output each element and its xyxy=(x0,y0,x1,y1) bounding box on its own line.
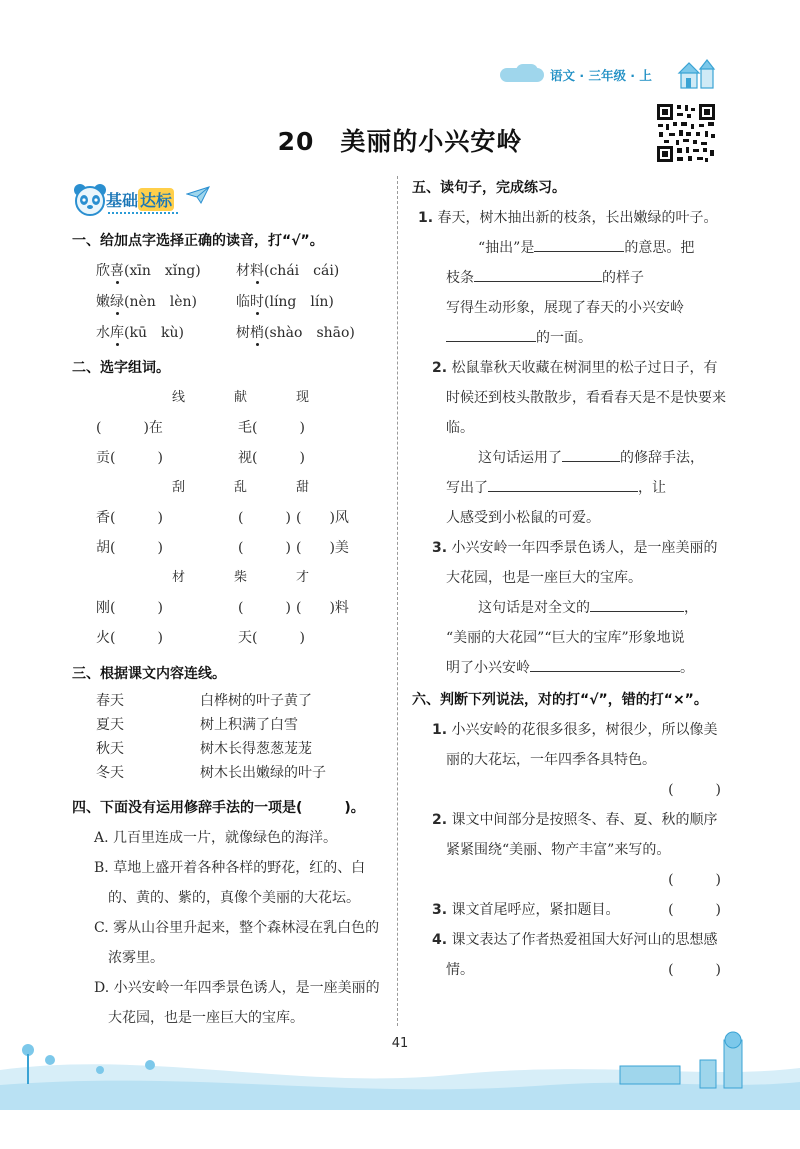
q6-item-1: 1. 小兴安岭的花很多很多，树很少，所以像美丽的大花坛，一年四季各具特色。 xyxy=(432,722,718,768)
left-column xyxy=(72,226,390,1033)
word-blank[interactable]: 视( ) xyxy=(238,450,305,466)
q6-item-2: 2. 课文中间部分是按照冬、春、夏、秋的顺序紧紧围绕“美丽、物产丰富”来写的。 xyxy=(432,812,718,858)
pinyin-row xyxy=(72,256,390,287)
question-1 xyxy=(72,226,390,349)
option-c[interactable]: C. 雾从山谷里升起来，整个森林浸在乳白色的浓雾里。 xyxy=(94,920,380,966)
word-blank[interactable]: 天( ) xyxy=(238,630,305,646)
badge-underline xyxy=(108,212,178,214)
word-blanks xyxy=(72,623,390,653)
match-row xyxy=(72,689,390,713)
match-row xyxy=(72,737,390,761)
answer-blank[interactable] xyxy=(534,234,624,252)
question-3 xyxy=(72,659,390,785)
char-choices: 刮 乱 甜 xyxy=(172,480,310,495)
question-2 xyxy=(72,353,390,653)
pinyin-row xyxy=(72,287,390,318)
word-blank[interactable]: 毛( ) xyxy=(238,420,305,436)
pinyin-item[interactable]: 树梢(shào shāo) xyxy=(236,318,355,349)
section-badge xyxy=(72,180,212,224)
pinyin-row xyxy=(72,318,390,349)
cloud-icon xyxy=(516,64,538,78)
match-season[interactable]: 春天 xyxy=(96,693,124,709)
pinyin-item[interactable]: 材料(chái cái) xyxy=(236,256,339,287)
answer-blank[interactable] xyxy=(488,474,638,492)
word-blank[interactable]: 火( ) xyxy=(96,630,163,646)
q5-item-3-answer: 明了小兴安岭 。 xyxy=(412,653,727,683)
q5-item-2-answer: 这句话运用了 的修辞手法， xyxy=(412,443,727,473)
lesson-number: 20 xyxy=(277,127,315,156)
match-season[interactable]: 夏天 xyxy=(96,717,124,733)
subject-label: 语文 · 三年级 · 上 xyxy=(550,68,652,83)
word-blank[interactable]: ( )在 xyxy=(96,420,163,436)
answer-paren[interactable]: ( ) xyxy=(668,902,721,918)
q5-item-2-answer: 人感受到小松鼠的可爱。 xyxy=(446,510,600,526)
word-blank[interactable]: ( )风 xyxy=(296,510,349,526)
badge-part1: 基础 xyxy=(106,191,139,210)
word-blanks xyxy=(72,443,390,473)
word-blank[interactable]: ( )美 xyxy=(296,540,349,556)
right-column xyxy=(412,173,727,985)
question-4-heading: 四、下面没有运用修辞手法的一项是( )。 xyxy=(72,800,365,816)
q5-item-1-answer: 写得生动形象，展现了春天的小兴安岭 xyxy=(446,300,684,316)
q5-item-1: 1. 春天，树木抽出新的枝条，长出嫩绿的叶子。 xyxy=(418,210,718,226)
q5-item-2: 2. 松鼠靠秋天收藏在树洞里的松子过日子，有时候还到枝头散散步，看看春天是不是快要来临。 xyxy=(432,360,726,436)
match-description[interactable]: 树木长得葱葱茏茏 xyxy=(200,741,312,757)
word-blank[interactable]: 贡( ) xyxy=(96,450,163,466)
question-1-heading: 一、给加点字选择正确的读音，打“√”。 xyxy=(72,233,324,249)
page-number: 41 xyxy=(391,1036,409,1051)
question-5-heading: 五、读句子，完成练习。 xyxy=(412,180,566,196)
option-a[interactable]: A. 几百里连成一片，就像绿色的海洋。 xyxy=(94,830,338,846)
match-season[interactable]: 冬天 xyxy=(96,765,124,781)
word-blanks xyxy=(72,593,390,623)
q5-item-1-answer: 枝条 的样子 xyxy=(412,263,727,293)
pinyin-item[interactable]: 水库(kū kù) xyxy=(96,318,236,349)
pinyin-item[interactable]: 欣喜(xīn xǐng) xyxy=(96,256,236,287)
match-description[interactable]: 树木长出嫩绿的叶子 xyxy=(200,765,326,781)
answer-blank[interactable] xyxy=(530,654,680,672)
lesson-name: 美丽的小兴安岭 xyxy=(340,127,523,156)
house-icon xyxy=(675,58,719,90)
word-blanks xyxy=(72,413,390,443)
answer-blank[interactable] xyxy=(562,444,620,462)
q5-item-1-answer: “抽出”是 的意思。把 xyxy=(412,233,727,263)
option-d[interactable]: D. 小兴安岭一年四季景色诱人，是一座美丽的大花园，也是一座巨大的宝库。 xyxy=(94,980,380,1026)
match-row xyxy=(72,713,390,737)
badge-part2: 达标 xyxy=(138,188,174,211)
answer-paren[interactable]: ( ) xyxy=(668,962,721,978)
q5-item-3: 3. 小兴安岭一年四季景色诱人，是一座美丽的大花园，也是一座巨大的宝库。 xyxy=(432,540,718,586)
option-b[interactable]: B. 草地上盛开着各种各样的野花，红的、白的、黄的、紫的，真像个美丽的大花坛。 xyxy=(94,860,366,906)
paper-plane-icon xyxy=(186,186,210,204)
word-blank[interactable]: 胡( ) xyxy=(96,540,163,556)
match-description[interactable]: 白桦树的叶子黄了 xyxy=(200,693,312,709)
pinyin-item[interactable]: 临时(líng lín) xyxy=(236,287,334,318)
pinyin-item[interactable]: 嫩绿(nèn lèn) xyxy=(96,287,236,318)
panda-icon xyxy=(72,182,108,218)
answer-blank[interactable] xyxy=(446,324,536,342)
match-season[interactable]: 秋天 xyxy=(96,741,124,757)
word-blank[interactable]: ( ) xyxy=(238,510,291,526)
word-blank[interactable]: 刚( ) xyxy=(96,600,163,616)
q6-item-4: 4. 课文表达了作者热爱祖国大好河山的思想感情。 xyxy=(432,932,718,978)
word-blanks xyxy=(72,533,390,563)
word-blank[interactable]: ( )料 xyxy=(296,600,349,616)
q5-item-3-answer: “美丽的大花园”“巨大的宝库”形象地说 xyxy=(446,630,685,646)
q5-item-2-answer: 写出了 ，让 xyxy=(412,473,727,503)
word-blank[interactable]: 香( ) xyxy=(96,510,163,526)
answer-paren[interactable]: ( ) xyxy=(668,872,721,888)
header-band xyxy=(490,58,730,92)
question-6-heading: 六、判断下列说法，对的打“√”，错的打“×”。 xyxy=(412,692,708,708)
answer-paren[interactable]: ( ) xyxy=(668,782,721,798)
q5-item-3-answer: 这句话是对全文的 ， xyxy=(412,593,727,623)
char-choices: 线 献 现 xyxy=(172,390,310,405)
word-blank[interactable]: ( ) xyxy=(238,540,291,556)
answer-blank[interactable] xyxy=(474,264,602,282)
question-3-heading: 三、根据课文内容连线。 xyxy=(72,666,226,682)
q6-item-3: 3. 课文首尾呼应，紧扣题目。 ( ) xyxy=(412,895,727,925)
char-choices: 材 柴 才 xyxy=(172,570,310,585)
badge-label xyxy=(106,188,174,211)
match-row xyxy=(72,761,390,785)
question-4 xyxy=(72,793,390,1033)
column-divider xyxy=(397,176,398,1026)
q5-item-1-answer: 的一面。 xyxy=(412,323,727,353)
question-2-heading: 二、选字组词。 xyxy=(72,360,170,376)
word-blank[interactable]: ( ) xyxy=(238,600,291,616)
match-description[interactable]: 树上积满了白雪 xyxy=(200,717,298,733)
answer-blank[interactable] xyxy=(590,594,684,612)
word-blanks xyxy=(72,503,390,533)
lesson-title xyxy=(0,122,800,158)
